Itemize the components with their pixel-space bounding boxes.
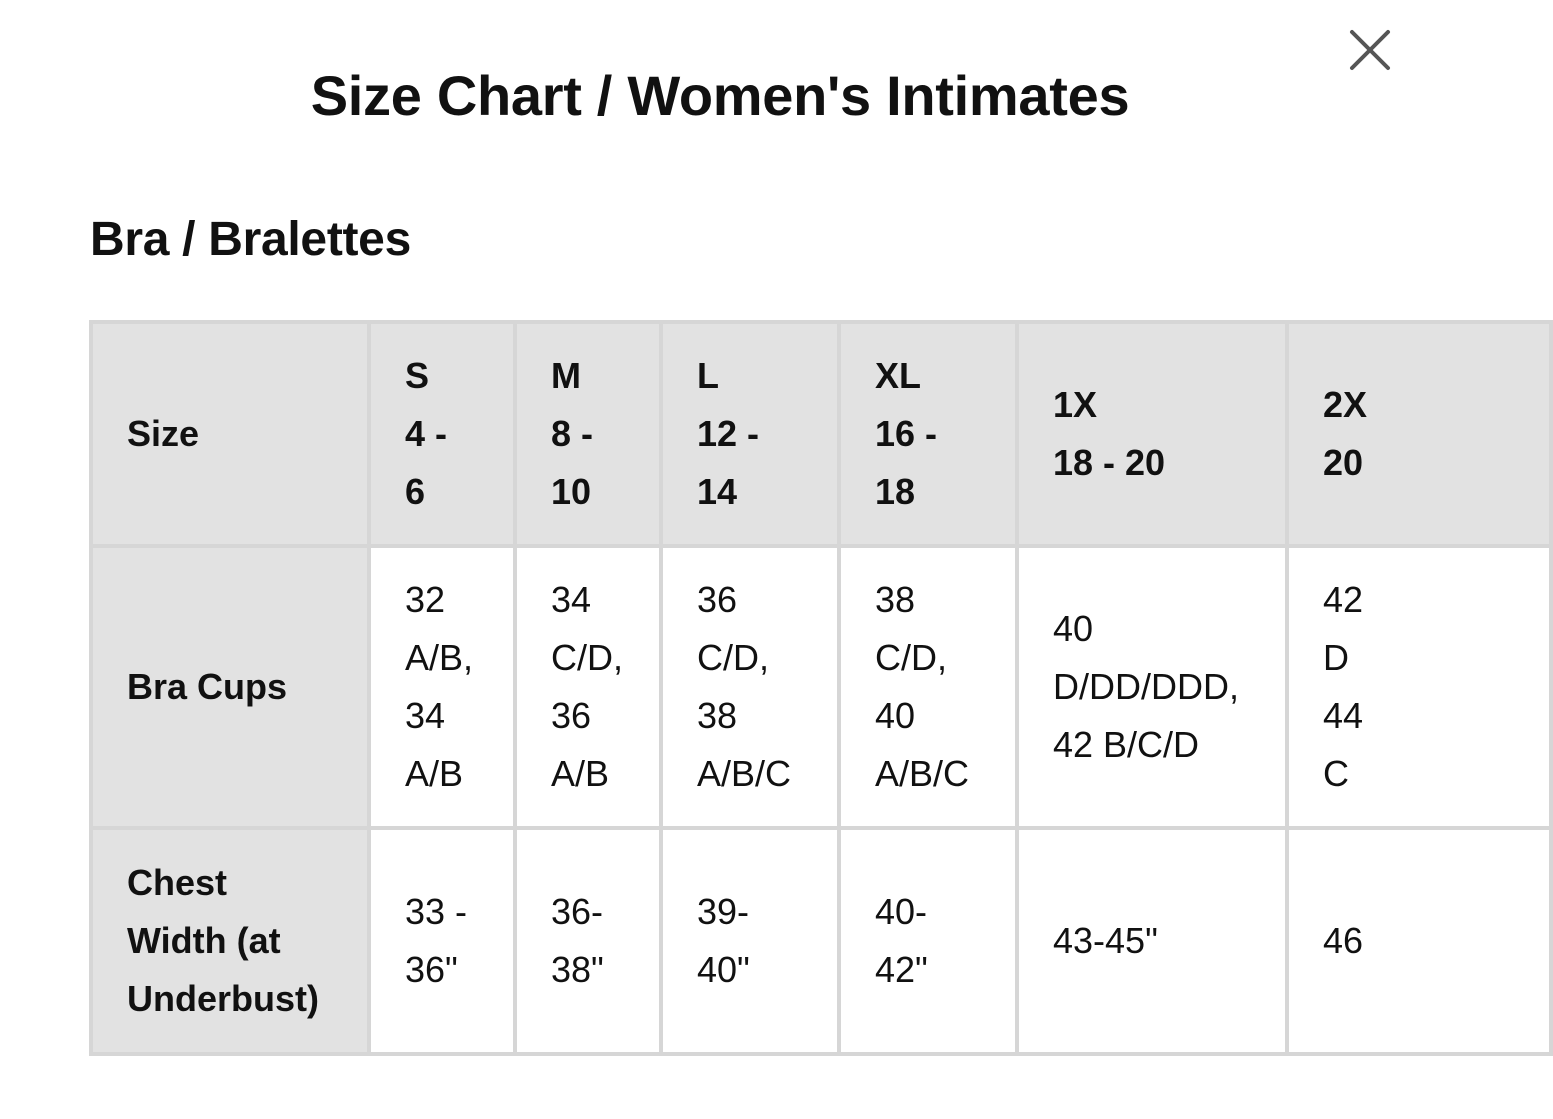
bra-cups-cell-1x: 40 D/DD/DDD, 42 B/C/D	[1017, 546, 1287, 828]
size-cell-xl: XL 16 - 18	[839, 322, 1017, 546]
chest-width-cell-s: 33 - 36"	[369, 828, 515, 1054]
modal-title: Size Chart / Women's Intimates	[310, 64, 1130, 127]
row-header-chest-width: Chest Width (at Underbust)	[91, 828, 369, 1054]
chest-width-cell-m: 36- 38"	[515, 828, 661, 1054]
bra-cups-cell-xl: 38 C/D, 40 A/B/C	[839, 546, 1017, 828]
row-header-bra-cups: Bra Cups	[91, 546, 369, 828]
table-row-size	[91, 322, 1551, 546]
section-title: Bra / Bralettes	[90, 213, 411, 266]
chest-width-cell-1x: 43-45"	[1017, 828, 1287, 1054]
row-header-size: Size	[91, 322, 369, 546]
size-cell-s: S 4 - 6	[369, 322, 515, 546]
size-table	[89, 320, 1553, 1056]
chest-width-cell-2x: 46	[1287, 828, 1551, 1054]
bra-cups-cell-m: 34 C/D, 36 A/B	[515, 546, 661, 828]
size-cell-2x: 2X 20	[1287, 322, 1551, 546]
size-table-scroll-area[interactable]	[89, 320, 1368, 1052]
chest-width-cell-l: 39- 40"	[661, 828, 839, 1054]
bra-cups-cell-2x: 42 D 44 C	[1287, 546, 1551, 828]
size-cell-1x: 1X 18 - 20	[1017, 322, 1287, 546]
table-row-chest-width	[91, 828, 1551, 1054]
chest-width-cell-xl: 40- 42"	[839, 828, 1017, 1054]
bra-cups-cell-l: 36 C/D, 38 A/B/C	[661, 546, 839, 828]
size-cell-l: L 12 - 14	[661, 322, 839, 546]
size-cell-m: M 8 - 10	[515, 322, 661, 546]
table-row-bra-cups	[91, 546, 1551, 828]
bra-cups-cell-s: 32 A/B, 34 A/B	[369, 546, 515, 828]
